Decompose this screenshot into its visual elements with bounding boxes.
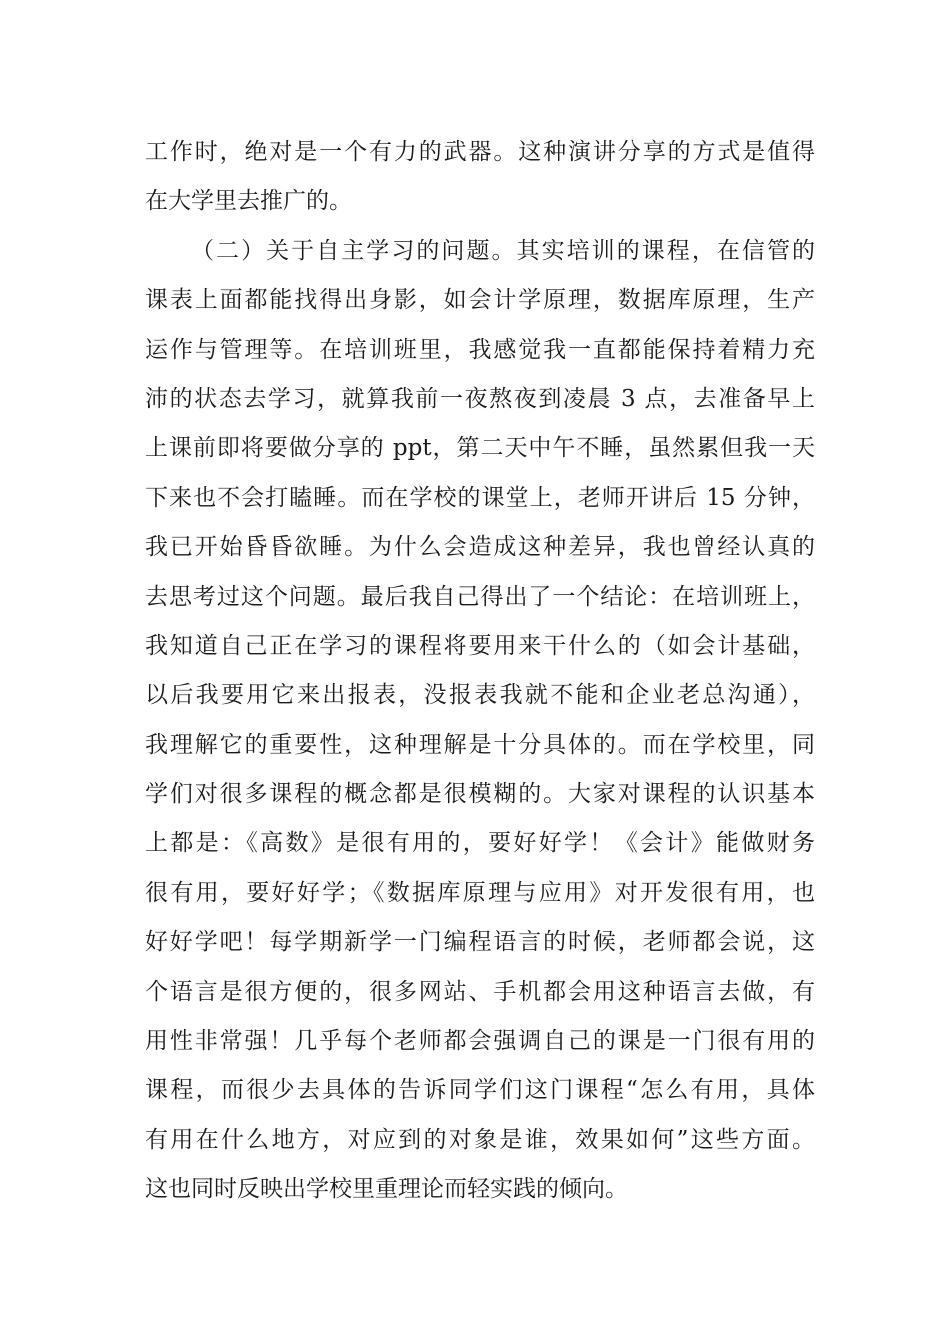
text-line-16: 很有用，要好好学；《数据库原理与应用》对开发很有用，也 (145, 879, 815, 906)
text-line-8: 下来也不会打瞌睡。而在学校的课堂上，老师开讲后 15 分钟， (145, 484, 815, 511)
text-line-17: 好好学吧！每学期新学一门编程语言的时候，老师都会说，这 (145, 929, 815, 956)
text-line-13: 我理解它的重要性，这种理解是十分具体的。而在学校里，同 (145, 731, 815, 758)
text-line-21: 有用在什么地方，对应到的对象是谁，效果如何”这些方面。 (145, 1126, 815, 1153)
text-line-19: 用性非常强！几乎每个老师都会强调自己的课是一门很有用的 (145, 1028, 815, 1055)
text-line-15: 上都是：《高数》是很有用的，要好好学！《会计》能做财务 (145, 830, 815, 857)
section-heading-line: （二）关于自主学习的问题。其实培训的课程，在信管的 (191, 237, 815, 264)
text-line-1: 工作时，绝对是一个有力的武器。这种演讲分享的方式是值得 (145, 139, 815, 165)
text-line-2: 在大学里去推广的。 (145, 188, 352, 215)
text-line-18: 个语言是很方便的，很多网站、手机都会用这种语言去做，有 (145, 978, 815, 1005)
text-line-7: 上课前即将要做分享的 ppt，第二天中午不睡，虽然累但我一天 (145, 435, 815, 462)
body-text (145, 128, 815, 1215)
text-line-11: 我知道自己正在学习的课程将要用来干什么的（如会计基础， (145, 632, 815, 659)
text-line-14: 学们对很多课程的概念都是很模糊的。大家对课程的认识基本 (145, 781, 815, 808)
text-line-20: 课程，而很少去具体的告诉同学们这门课程“怎么有用，具体 (145, 1077, 815, 1104)
text-line-5: 运作与管理等。在培训班里，我感觉我一直都能保持着精力充 (145, 336, 815, 363)
text-line-6: 沛的状态去学习，就算我前一夜熬夜到凌晨 3 点，去准备早上 (145, 385, 815, 412)
text-line-10: 去思考过这个问题。最后我自己得出了一个结论：在培训班上， (145, 583, 815, 610)
text-line-4: 课表上面都能找得出身影，如会计学原理，数据库原理，生产 (145, 287, 815, 314)
text-line-12: 以后我要用它来出报表，没报表我就不能和企业老总沟通）， (145, 682, 815, 709)
text-line-22: 这也同时反映出学校里重理论而轻实践的倾向。 (145, 1176, 628, 1203)
text-line-9: 我已开始昏昏欲睡。为什么会造成这种差异，我也曾经认真的 (145, 534, 815, 561)
